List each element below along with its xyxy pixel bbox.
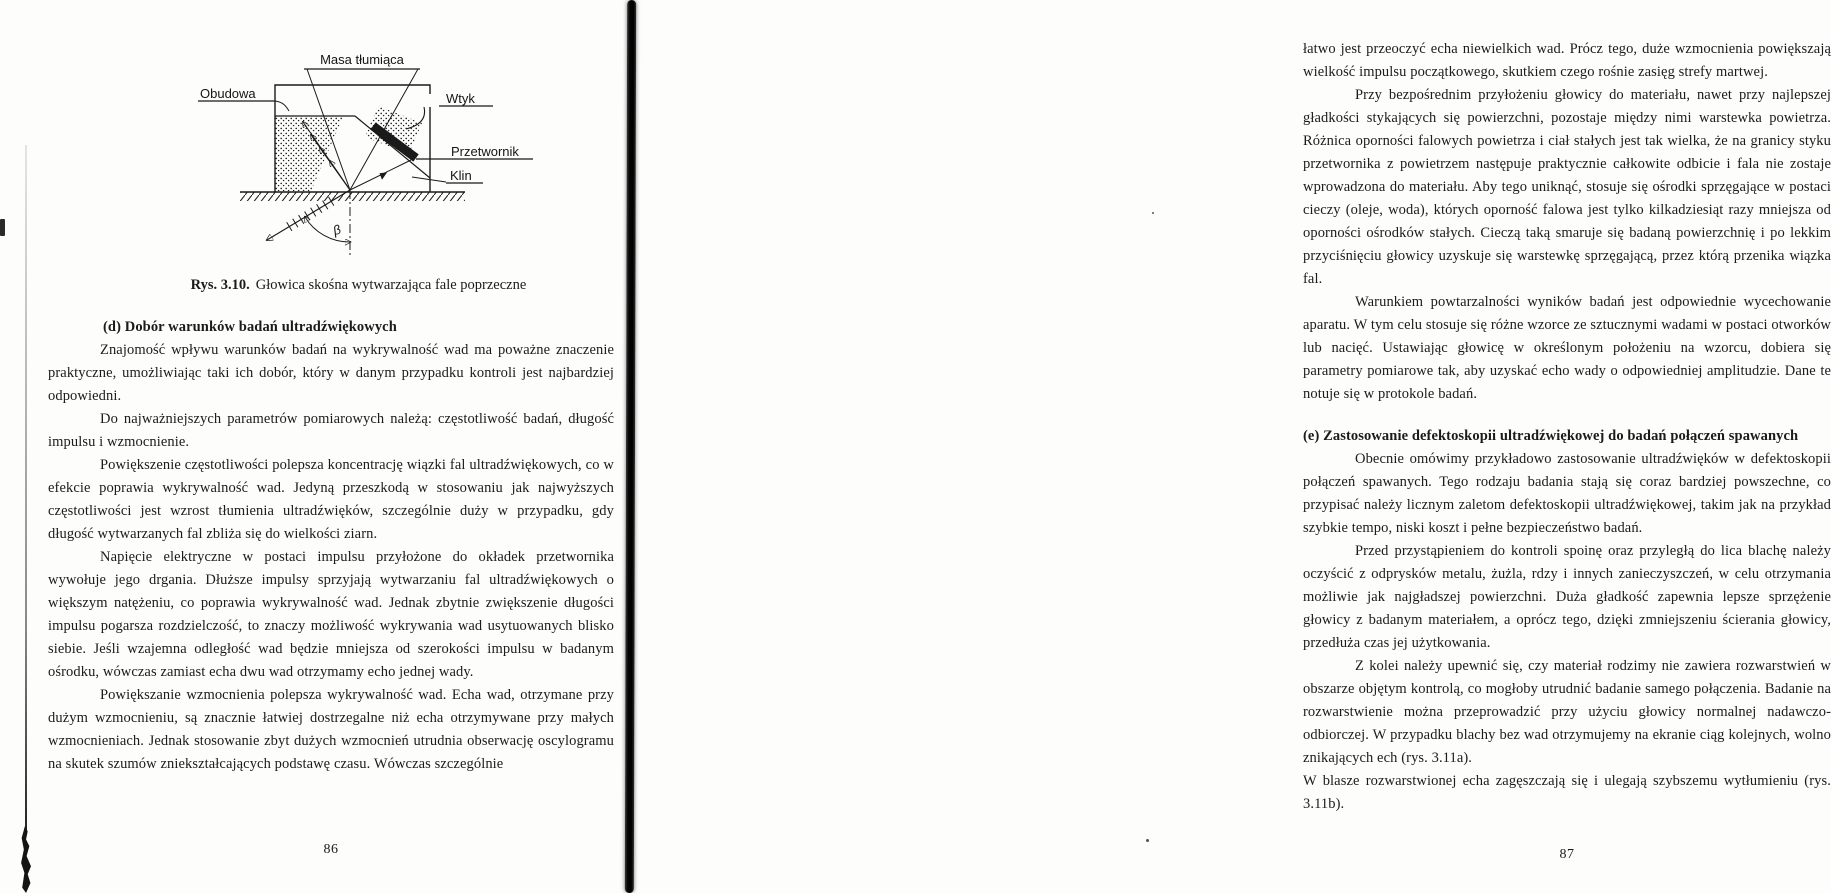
page-right: [640, 0, 1831, 893]
paragraph: łatwo jest przeoczyć echa niewielkich wad. Prócz tego, duże wzmocnienia powiększają wielkość impulsu początkowego, skutkiem czego rośnie zasięg strefy martwej.: [1303, 41, 1831, 80]
page-number-left: 86: [323, 842, 339, 857]
page-binding-gutter: [625, 0, 636, 893]
ground-hatching: [240, 193, 465, 202]
section-heading-d: (d) Dobór warunków badań ultradźwiękowych: [103, 319, 397, 335]
label-masa-tlumiaca: Masa tłumiąca: [320, 52, 404, 67]
label-przetwornik: Przetwornik: [451, 144, 519, 159]
paragraph: Powiększenie częstotliwości polepsza koncentrację wiązki fal ultradźwiękowych, co w efekcie poprawia wykrywalność wad. Jedyną przeszkodą w stosowaniu jak najwyższych częstotliwości jest wzrost tłumienia ultradźwięków, szczególnie duży w przypadku, gdy długość wytwarzanych fal zbliża się do wielkości ziarn.: [48, 457, 614, 542]
left-page-text-block: [48, 316, 614, 776]
paragraph: Napięcie elektryczne w postaci impulsu przyłożone do okładek przetwornika wywołuje jego drgania. Dłuższe impulsy sprzyjają wytwarzaniu fal ultradźwiękowych o większym natężeniu, co poprawia wykrywalność wad. Jednak zbytnie zwiększenie długości impulsu pogarsza rozdzielczość, to znaczy możliwość wykrywania wad usytuowanych blisko siebie. Jeśli wzajemna odległość wad będzie mniejsza od szerokości impulsu w badanym ośrodku, wówczas zamiast echa dwu wad otrzymamy echo jednej wady.: [48, 549, 614, 680]
paragraph: Znajomość wpływu warunków badań na wykrywalność wad ma poważne znaczenie praktyczne, umożliwiając taki ich dobór, który w danym przypadku kontroli jest najbardziej odpowiedni.: [48, 342, 614, 404]
figure-caption-text: Głowica skośna wytwarzająca fale poprzeczne: [255, 277, 527, 293]
section-heading-e: (e) Zastosowanie defektoskopii ultradźwiękowej do badań połączeń spawanych: [1303, 428, 1799, 444]
incident-beam-arrowhead: [380, 173, 388, 180]
page-number-right: 87: [1559, 847, 1575, 862]
label-klin: Klin: [450, 168, 472, 183]
paragraph: Z kolei należy upewnić się, czy materiał rodzimy nie zawiera rozwarstwień w obszarze objętym kontrolą, co mogłoby utrudnić badanie samego połączenia. Badanie na rozwarstwienie można przeprowadzić przy użyciu głowicy normalnej nadawczo-odbiorczej. W przypadku blachy bez wad otrzymujemy na ekranie ciąg kolejnych, wolno znikających ech (rys. 3.11a).: [1303, 658, 1831, 766]
refraction-angle-arc: [305, 217, 350, 242]
label-wtyk: Wtyk: [446, 91, 475, 106]
paragraph: Do najważniejszych parametrów pomiarowych należą: częstotliwość badań, długość impulsu i wzmocnienie.: [48, 411, 614, 450]
figure-caption: [48, 277, 614, 294]
label-leader-line: [275, 101, 289, 111]
page-left: [0, 0, 626, 893]
paragraph: Przy bezpośrednim przyłożeniu głowicy do materiału, nawet przy najlepszej gładkości stykających się powierzchni, pozostaje między nimi warstewka powietrza. Różnica oporności falowych powietrza i ciał stałych jest tak wielka, że na granicy styku przetwornika z powietrzem następuje praktycznie całkowite odbicie i fala nie zostaje wprowadzona do materiału. Aby tego uniknąć, stosuje się ośrodki sprzęgające w postaci cieczy (oleje, woda), których oporność falowa jest tylko kilkadziesiąt razy mniejsza od oporności ośrodków stałych. Cieczą taką smaruje się badaną powierzchnię i po lekkim przyciśnięciu głowicy uzyskuje się warstewkę sprzęgającą, przez którą przenika wiązka fal.: [1303, 87, 1831, 287]
figure-caption-number: Rys. 3.10.: [190, 277, 250, 293]
paragraph: W blasze rozwarstwionej echa zagęszczają się i ulegają szybszemu wytłumieniu (rys. 3.11b).: [1303, 773, 1831, 812]
paragraph: Przed przystąpieniem do kontroli spoinę oraz przyległą do lica blachę należy oczyścić z odprysków metalu, żużla, rdzy i innych zanieczyszczeń, w celu otrzymania możliwie jak najgładszej powierzchni. Duża gładkość zapewnia lepsze sprzężenie głowicy z badanym materiałem, a oprócz tego, dzięki zmniejszeniu ścierania głowicy, przedłuża czas jej użytkowania.: [1303, 543, 1831, 651]
paragraph: Obecnie omówimy przykładowo zastosowanie ultradźwięków w defektoskopii połączeń spawanych. Tego rodzaju badania stają się coraz bardziej powszechne, co przypisać należy licznym zaletom defektoskopii ultradźwiękowej, takim jak na przykład szybkie tempo, niski koszt i pełne bezpieczeństwo badań.: [1303, 451, 1831, 536]
reflected-wave-arrow: [330, 161, 350, 190]
figure-rys-3-10-angled-probe-diagram: [175, 42, 575, 277]
label-obudowa: Obudowa: [200, 86, 256, 101]
angle-beta-label: β: [331, 221, 343, 239]
plug-symbol: [417, 94, 432, 107]
paragraph: Warunkiem powtarzalności wyników badań jest odpowiednie wycechowanie aparatu. W tym celu stosuje się różne wzorce ze sztucznymi wadami w postaci otworków lub nacięć. Ustawiając głowicę w określonym położeniu na wzorcu, dobiera się parametry pomiarowe tak, aby uzyskać echo wady o odpowiedniej amplitudzie. Dane te notuje się w protokole badań.: [1303, 294, 1831, 402]
plug-nub: [432, 98, 439, 105]
paragraph: Powiększanie wzmocnienia polepsza wykrywalność wad. Echa wad, otrzymane przy dużym wzmocnieniu, są znacznie łatwiej dostrzegalne niż echa otrzymywane przy małych wzmocnieniach. Jednak stosowanie zbyt dużych wzmocnień utrudnia obserwację oscylogramu na skutek szumów zniekształcających podstawę czasu. Wówczas szczególnie: [48, 687, 614, 772]
damping-mass-left-stipple: [275, 117, 343, 191]
right-page-text-block: [1303, 38, 1831, 816]
